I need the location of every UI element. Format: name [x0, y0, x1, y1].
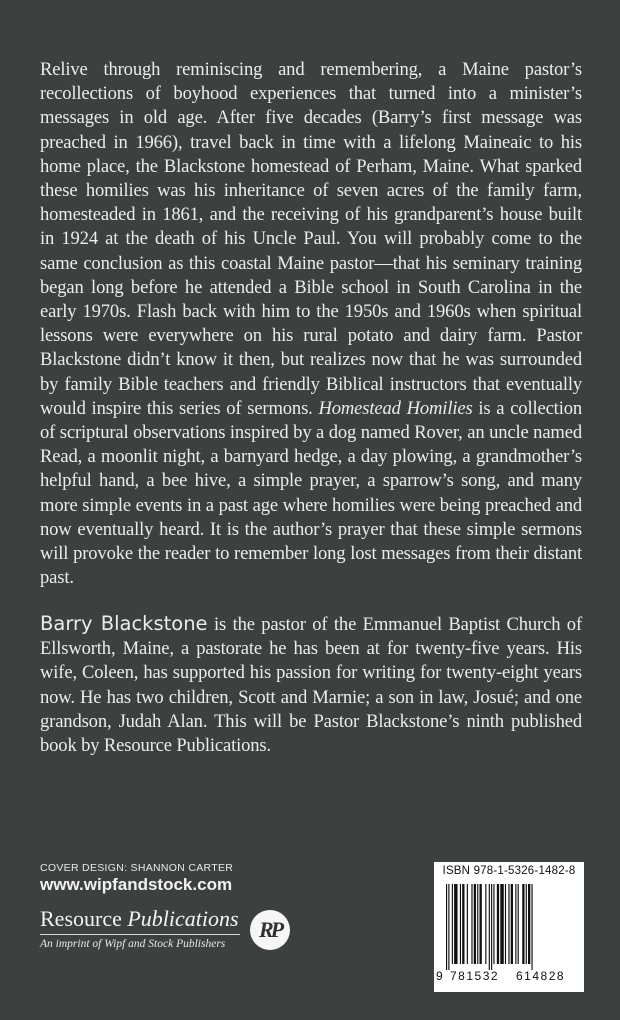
publisher-name-italic: Publications	[127, 906, 239, 931]
author-bio	[40, 612, 582, 758]
publisher-website: www.wipfandstock.com	[40, 875, 233, 894]
book-title: Homestead Homilies	[318, 397, 473, 419]
barcode-digits-left: 781532	[450, 969, 500, 983]
credits	[40, 862, 233, 895]
back-cover-blurb	[40, 58, 582, 590]
isbn-number: ISBN 978-1-5326-1482-8	[442, 865, 576, 877]
author-bio-text: is the pastor of the Emmanuel Baptist Church of Ellsworth, Maine, a pastorate he has been at for twenty-five years. His wife, Coleen, has supported his passion for writing for twenty-eight years now. He has two children, Scott and Marnie; a son in law, Josué; and one grandson, Judah Alan. This will be Pastor Blackstone’s ninth published book by Resource Publications.	[40, 614, 582, 757]
publisher-block	[40, 906, 300, 962]
blurb-text-continued: is a collection of scriptural observations inspired by a dog named Rover, an uncle named Read, a moonlit night, a barnyard hedge, a day plowing, a grandmother’s helpful hand, a bee hive, a simple prayer, a sparrow’s song, and many more simple events in a past age where homilies were being preached and now eventually heard. It is the author’s prayer that these simple sermons will provoke the reader to remember long lost messages from their distant past.	[40, 397, 583, 589]
blurb-text: Relive through reminiscing and remembering, a Maine pastor’s recollections of boyhood experiences that turned into a minister’s messages in old age. After five decades (Barry’s first message was preached in 1966), travel back in time with a lifelong Maineaic to his home place, the Blackstone homestead of Perham, Maine. What sparked these homilies was his inheritance of seven acres of the family farm, homesteaded in 1861, and the receiving of his grandparent’s house built in 1924 at the death of his Uncle Paul. You will probably come to the same conclusion as this coastal Maine pastor—that his seminary training began long before he attended a Bible school in South Carolina in the early 1970s. Flash back with him to the 1950s and 1960s when spiritual lessons were everywhere on his rural potato and dairy farm. Pastor Blackstone didn’t know it then, but realizes now that he was surrounded by family Bible teachers and friendly Biblical instructors that eventually would inspire this series of sermons.	[40, 59, 582, 419]
imprint-line: An imprint of Wipf and Stock Publishers	[40, 938, 226, 950]
publisher-divider	[40, 934, 240, 935]
barcode-digits-right: 614828	[516, 969, 566, 983]
barcode-bars-icon	[440, 884, 578, 970]
author-name: Barry Blackstone	[40, 612, 208, 635]
barcode-digit-first: 9	[436, 969, 443, 983]
rp-logo-icon: RP	[250, 910, 290, 950]
isbn-barcode	[434, 862, 584, 992]
cover-design-credit: COVER DESIGN: SHANNON CARTER	[40, 862, 234, 874]
publisher-name-plain: Resource	[40, 906, 122, 931]
